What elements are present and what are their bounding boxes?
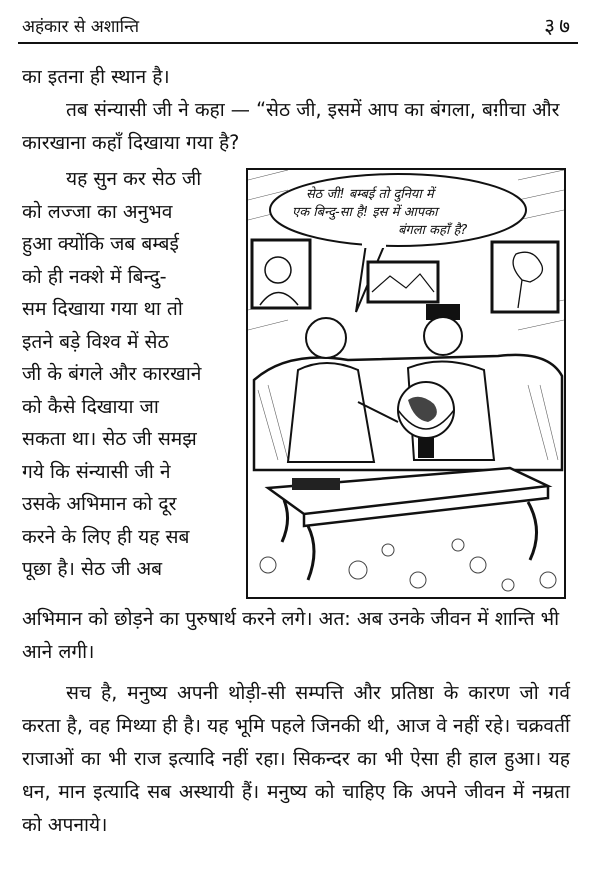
side-line: पूछा है। सेठ जी अब	[22, 557, 163, 580]
side-text-column	[22, 163, 232, 586]
side-line: को कैसे दिखाया जा	[22, 394, 159, 418]
paragraph-continuation: का इतना ही स्थान है।	[22, 65, 170, 88]
side-line: यह सुन कर सेठ जी	[66, 167, 202, 190]
side-line: जी के बंगले और कारखाने	[22, 362, 202, 385]
bubble-line: एक बिन्दु-सा है! इस में आपका	[292, 205, 438, 220]
globe-stand	[418, 438, 434, 458]
sanyasi-head	[306, 318, 346, 358]
bubble-line: बंगला कहाँ है?	[398, 223, 468, 238]
bubble-line: सेठ जी! बम्बई तो दुनिया में	[306, 187, 434, 202]
paragraph-seth-realization-end: अभिमान को छोड़ने का पुरुषार्थ करने लगे। अत: अब उनके जीवन में शान्ति भी आने लगी।	[22, 607, 560, 663]
cartoon-illustration	[246, 168, 566, 599]
side-line: गये कि संन्यासी जी ने	[22, 459, 171, 483]
side-line: को ही नक्शे में बिन्दु-	[22, 264, 167, 288]
coffee-table-top	[268, 468, 548, 514]
side-line: सकता था। सेठ जी समझ	[22, 427, 197, 450]
running-title: अहंकार से अशान्ति	[22, 17, 140, 37]
portrait-frame	[252, 240, 310, 308]
side-line: इतने बड़े विश्व में सेठ	[22, 329, 169, 353]
book-on-table	[292, 478, 340, 490]
side-line: करने के लिए ही यह सब	[22, 524, 190, 548]
carpet-pattern	[260, 539, 556, 591]
seth-head	[424, 317, 462, 355]
side-line: को लज्जा का अनुभव	[22, 199, 173, 223]
bubble-tail-joint	[362, 240, 386, 248]
side-line: सम दिखाया गया था तो	[22, 297, 183, 320]
header-rule	[18, 42, 578, 44]
side-line: उसके अभिमान को दूर	[22, 492, 177, 515]
paragraph-sanyasi-question: तब संन्यासी जी ने कहा — “सेठ जी, इसमें आप का बंगला, बग़ीचा और कारखाना कहाँ दिखाया गया है?	[22, 98, 560, 154]
landscape-frame	[368, 262, 438, 302]
side-line: हुआ क्योंकि जब बम्बई	[22, 232, 179, 255]
page-number: ३७	[544, 14, 574, 38]
paragraph-moral: सच है, मनुष्य अपनी थोड़ी-सी सम्पत्ति और प्रतिष्ठा के कारण जो गर्व करता है, वह मिथ्या ही है। यह भूमि पहले जिनकी थी, आज वे नहीं रहे। चक्रवर्ती राजाओं का भी राज इत्यादि नहीं रहा। सिकन्दर का भी ऐसा ही हाल हुआ। यह धन, मान इत्यादि सब अस्थायी हैं। मनुष्य को चाहिए कि अपने जीवन में नम्रता को अपनाये।	[22, 681, 570, 836]
page-header	[18, 14, 576, 40]
cartoon-drawing	[248, 170, 564, 597]
